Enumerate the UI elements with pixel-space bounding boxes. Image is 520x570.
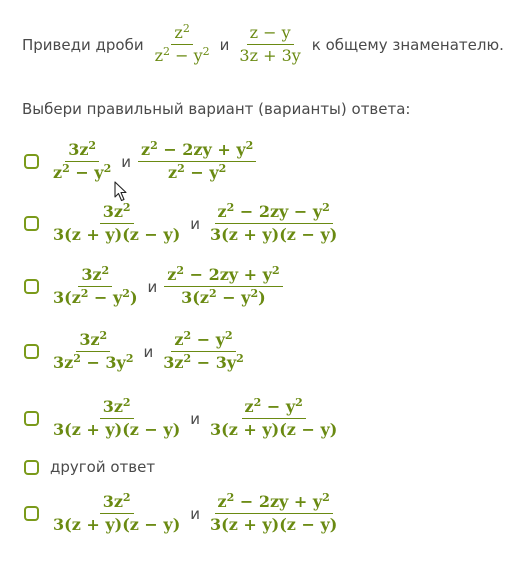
option-fraction-2 <box>164 265 282 308</box>
fraction-numerator: $3z^2$ <box>100 492 134 514</box>
question-fraction-2 <box>236 23 303 66</box>
fraction-denominator: 3z + 3y <box>239 46 301 65</box>
option-conjunction: и <box>121 152 131 171</box>
fraction-numerator: z − y <box>247 23 294 45</box>
fraction-numerator: $3z^2$ <box>65 140 99 162</box>
fraction-numerator: $3z^2$ <box>78 265 112 287</box>
answer-option[interactable] <box>24 330 247 373</box>
fraction-denominator: 3(z + y)(z − y) <box>210 420 338 439</box>
fraction-denominator: 3(z + y)(z − y) <box>210 225 338 244</box>
fraction-denominator: $z^2 - y^2$ <box>168 162 227 182</box>
option-conjunction: и <box>190 409 201 428</box>
fraction-denominator: $3(z^2 - y^2)$ <box>53 287 138 307</box>
question-line <box>22 23 504 66</box>
option-checkbox[interactable] <box>24 279 39 294</box>
fraction-denominator: 3(z + y)(z − y) <box>210 515 338 534</box>
option-fraction-1 <box>50 265 141 308</box>
option-checkbox[interactable] <box>24 154 39 169</box>
fraction-denominator: 3(z + y)(z − y) <box>53 225 181 244</box>
fraction-numerator: $z^2 - y^2$ <box>242 397 306 419</box>
fraction-numerator: $3z^2$ <box>100 202 134 224</box>
option-fraction-2 <box>207 397 340 440</box>
option-checkbox[interactable] <box>24 411 39 426</box>
option-fraction-1 <box>50 202 183 245</box>
fraction-denominator: 3(z + y)(z − y) <box>53 515 181 534</box>
option-checkbox[interactable] <box>24 216 39 231</box>
fraction-numerator: $z^2 - y^2$ <box>171 330 235 352</box>
option-conjunction: и <box>143 342 154 361</box>
option-fraction-2 <box>160 330 247 373</box>
fraction-numerator: $z^2 - 2zy + y^2$ <box>164 265 282 287</box>
option-fraction-1 <box>50 330 137 373</box>
answer-option[interactable] <box>24 140 256 183</box>
fraction-denominator: $z^2 - y^2$ <box>154 45 210 65</box>
question-prefix: Приведи дроби <box>22 35 144 54</box>
instruction-text: Выбери правильный вариант (варианты) ответа: <box>22 100 411 118</box>
answer-option[interactable] <box>24 202 340 245</box>
option-conjunction: и <box>147 277 158 296</box>
fraction-numerator: $z^2 - 2zy + y^2$ <box>138 140 256 162</box>
answer-option[interactable] <box>24 397 340 440</box>
question-suffix: к общему знаменателю. <box>311 35 504 54</box>
answer-option[interactable] <box>24 458 155 476</box>
option-fraction-2 <box>138 140 256 183</box>
question-fraction-1 <box>152 23 213 66</box>
option-label: другой ответ <box>50 458 156 476</box>
fraction-denominator: $3(z^2 - y^2)$ <box>181 287 266 307</box>
fraction-numerator: $z^2$ <box>171 23 192 45</box>
option-fraction-1 <box>50 397 183 440</box>
fraction-denominator: 3(z + y)(z − y) <box>53 420 181 439</box>
fraction-numerator: $z^2 - 2zy + y^2$ <box>215 492 333 514</box>
option-checkbox[interactable] <box>24 460 39 475</box>
option-fraction-2 <box>207 202 340 245</box>
fraction-denominator: $z^2 - y^2$ <box>53 162 112 182</box>
fraction-numerator: $3z^2$ <box>100 397 134 419</box>
question-conjunction: и <box>219 35 230 54</box>
option-conjunction: и <box>190 214 201 233</box>
option-conjunction: и <box>190 504 201 523</box>
fraction-denominator: $3z^2 - 3y^2$ <box>53 352 134 372</box>
fraction-denominator: $3z^2 - 3y^2$ <box>163 352 244 372</box>
answer-option[interactable] <box>24 492 340 535</box>
answer-option[interactable] <box>24 265 283 308</box>
option-checkbox[interactable] <box>24 506 39 521</box>
option-fraction-1 <box>50 492 183 535</box>
option-checkbox[interactable] <box>24 344 39 359</box>
fraction-numerator: $3z^2$ <box>76 330 110 352</box>
option-fraction-2 <box>207 492 340 535</box>
mouse-cursor-icon <box>114 181 128 203</box>
option-fraction-1 <box>50 140 114 183</box>
fraction-numerator: $z^2 - 2zy - y^2$ <box>215 202 333 224</box>
